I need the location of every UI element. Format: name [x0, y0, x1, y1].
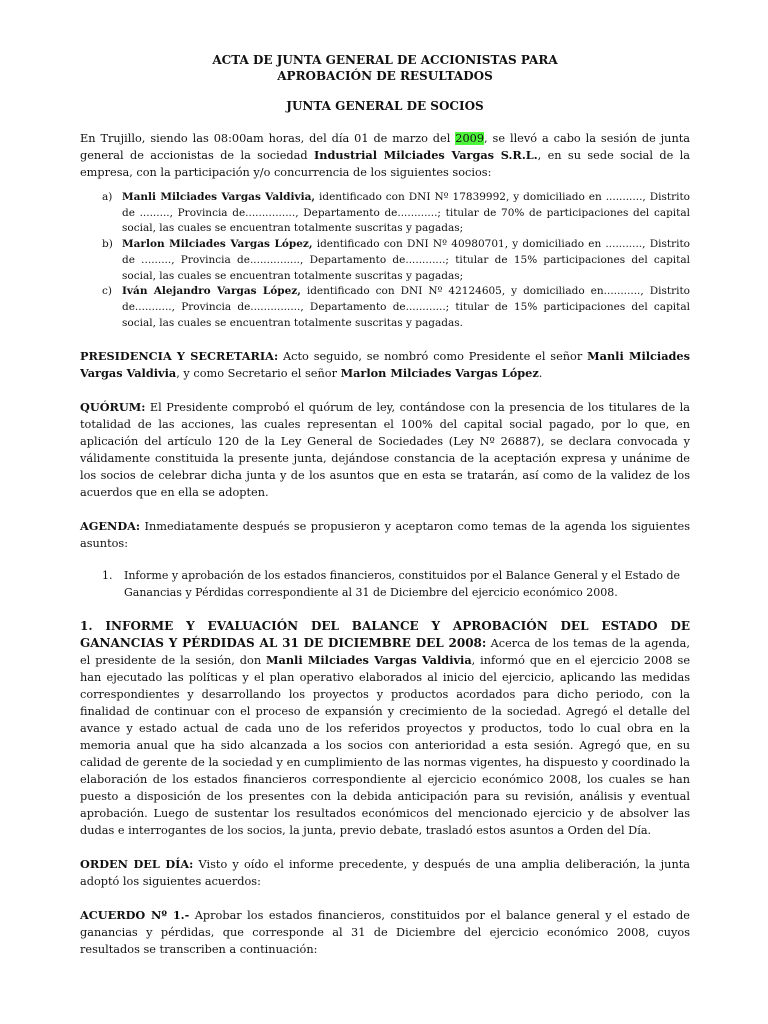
list-marker: c): [102, 285, 112, 298]
partner-text: [122, 284, 690, 331]
partner-name: Manli Milciades Vargas Valdivia,: [122, 191, 316, 203]
presidencia-text-1: Acto seguido, se nombró como Presidente el señor: [278, 350, 588, 364]
document-subtitle: JUNTA GENERAL DE SOCIOS: [286, 99, 484, 113]
list-item: [80, 284, 690, 331]
agenda-list: [80, 567, 690, 601]
presidencia-text-2: , y como Secretario el señor: [176, 367, 341, 381]
orden-label: ORDEN DEL DÍA:: [80, 857, 194, 872]
presidencia-label: PRESIDENCIA Y SECRETARIA:: [80, 349, 279, 364]
acuerdo-1-text: Aprobar los estados financieros, constituidos por el balance general y el estado de ganancias y pérdidas, que corresponde al 31 de Diciembre del ejercicio económico 2008, cuyos resultados se transcriben a continuación:: [80, 909, 690, 957]
section-1-text-2: , informó que en el ejercicio 2008 se han ejecutado las políticas y el plan operativo elaborados al inicio del ejercicio, aplicando las medidas correspondientes y desarrollando los proyectos y productos acordados para dicho periodo, con la finalidad de continuar con el proceso de expansión y crecimiento de la sociedad. Agregó el detalle del avance y estado actual de cada uno de los referidos proyectos y productos, todo lo cual obra en la memoria anual que ha sido alcanzada a los socios con anterioridad a esta sesión. Agregó que, en su calidad de gerente de la sociedad y en cumplimiento de las normas vigentes, ha dispuesto y coordinado la elaboración de los estados financieros correspondiente al ejercicio económico 2008, los cuales se han puesto a disposición de los presentes con la debida anticipación para su revisión, análisis y eventual aprobación. Luego de sustentar los resultados económicos del mencionado ejercicio y de absolver las dudas e interrogantes de los socios, la junta, previo debate, trasladó estos asuntos a Orden del Día.: [80, 654, 691, 838]
partner-name: Iván Alejandro Vargas López,: [122, 285, 301, 298]
list-item: [80, 567, 690, 601]
company-name: Industrial Milciades Vargas S.R.L.: [313, 148, 538, 162]
partner-text: [122, 190, 690, 237]
presidencia-paragraph: [80, 348, 690, 382]
intro-text-3: , en su sede social de la empresa, con la participación y/o concurrencia de los siguientes socios:: [80, 149, 690, 179]
intro-text-1: En Trujillo, siendo las 08:00am horas, del día 01 de marzo del: [80, 132, 456, 145]
document-title-line-1: ACTA DE JUNTA GENERAL DE ACCIONISTAS PARA: [212, 53, 558, 67]
acuerdo-1-paragraph: [80, 907, 690, 958]
document-title-line-2: APROBACIÓN DE RESULTADOS: [277, 69, 493, 83]
section-1-paragraph: [80, 618, 690, 839]
list-marker: a): [102, 191, 113, 203]
agenda-label: AGENDA:: [80, 519, 141, 534]
partner-details: identificado con DNI Nº 40980701, y domiciliado en ..........., Distrito de ........., Provincia de..............., Departamento de............; titular de 15% participaciones del capital social, las cuales se encuentran totalmente suscritas y pagadas;: [122, 238, 691, 282]
quorum-paragraph: [80, 399, 690, 501]
agenda-item-text: Informe y aprobación de los estados financieros, constituidos por el Balance General y el Estado de Ganancias y Pérdidas correspondiente al 31 de Diciembre del ejercicio económico 2008.: [124, 569, 681, 600]
presidencia-text-3: .: [538, 367, 543, 381]
section-1-name: Manli Milciades Vargas Valdivia: [266, 653, 472, 668]
section-1-text-1: Acerca de los temas de la agenda, el presidente de la sesión, don: [80, 637, 690, 668]
partner-text: [122, 237, 690, 284]
agenda-text: Inmediatamente después se propusieron y aceptaron como temas de la agenda los siguientes asuntos:: [80, 520, 690, 551]
partner-name: Marlon Milciades Vargas López,: [122, 238, 313, 251]
list-marker: 1.: [102, 569, 113, 583]
intro-paragraph: [80, 130, 690, 181]
quorum-text: El Presidente comprobó el quórum de ley, contándose con la presencia de los titulares de la totalidad de las acciones, las cuales representan el 100% del capital social pagado, por lo que, en aplicación del artículo 120 de la Ley General de Sociedades (Ley Nº 26887), se declara convocada y válidamente constituida la presente junta, dejándose constancia de la aceptación expresa y unánime de los socios de celebrar dicha junta y de los asuntos que en esta se tratarán, así como de la validez de los acuerdos que en ella se adopten.: [80, 401, 690, 500]
acuerdo-1-label: ACUERDO Nº 1.-: [80, 908, 190, 923]
secretary-name: Marlon Milciades Vargas López: [340, 366, 539, 381]
intro-text-2: , se llevó a cabo la sesión de junta general de accionistas de la sociedad: [80, 132, 691, 162]
list-item: [80, 190, 690, 237]
section-1-heading: 1. INFORME Y EVALUACIÓN DEL BALANCE Y APROBACIÓN DEL ESTADO DE GANANCIAS Y PÉRDIDAS AL 31 DE DICIEMBRE DEL 2008:: [80, 619, 690, 651]
orden-paragraph: [80, 856, 690, 890]
list-marker: b): [102, 238, 113, 251]
list-item: [80, 237, 690, 284]
orden-text: Visto y oído el informe precedente, y después de una amplia deliberación, la junta adoptó los siguientes acuerdos:: [80, 858, 690, 889]
quorum-label: QUÓRUM:: [80, 400, 146, 415]
president-name: Manli Milciades Vargas Valdivia: [80, 349, 690, 381]
partner-details: identificado con DNI Nº 17839992, y domiciliado en ..........., Distrito de ........., Provincia de..............., Departamento de............; titular de 70% de participaciones del capital social, las cuales se encuentran totalmente suscritas y pagadas;: [122, 191, 691, 235]
agenda-paragraph: [80, 518, 690, 552]
partner-list: [80, 190, 690, 331]
partner-details: identificado con DNI Nº 42124605, y domiciliado en..........., Distrito de..........., Provincia de..............., Departamento de............; titular de 15% participaciones del capital social, las cuales se encuentran totalmente suscritas y pagadas.: [122, 285, 690, 329]
highlighted-year: 2009: [455, 132, 485, 145]
